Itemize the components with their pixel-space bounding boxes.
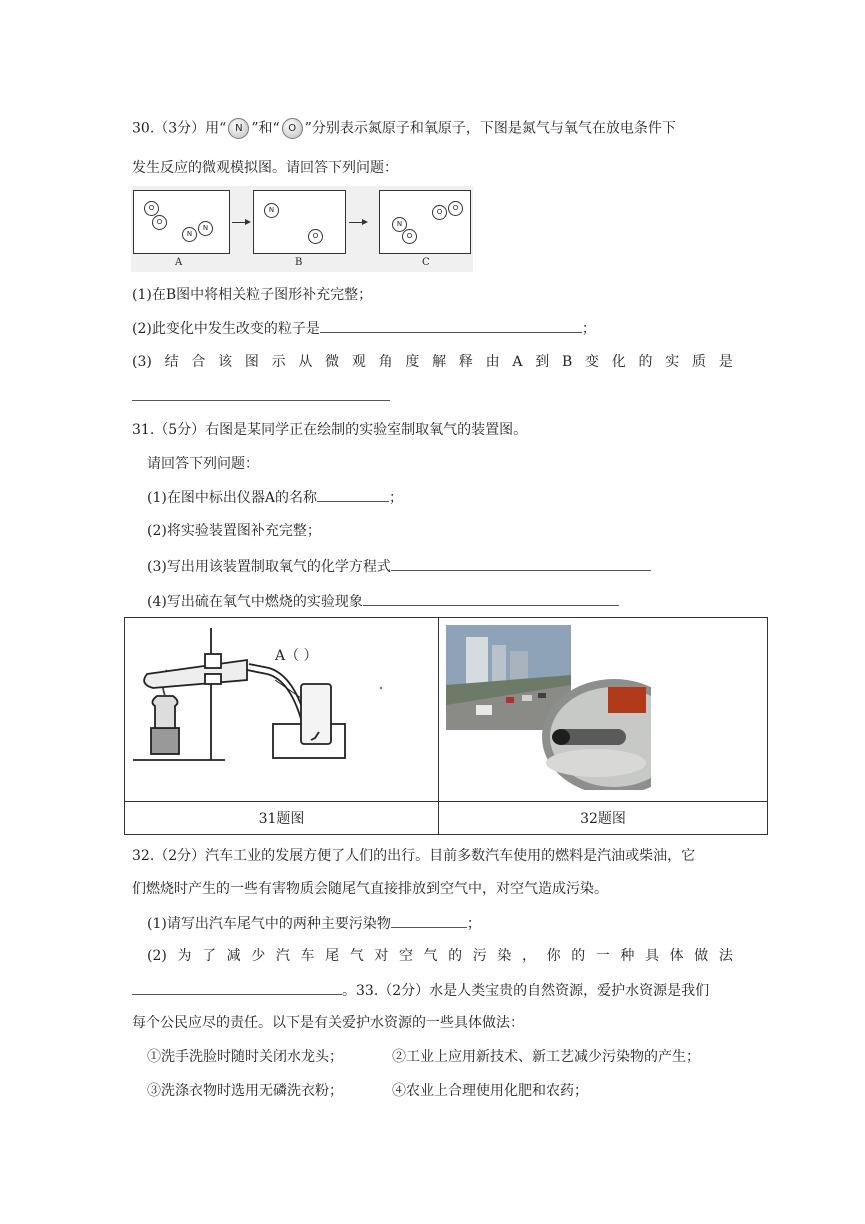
q32-line2: 们燃烧时产生的一些有害物质会随尾气直接排放到空气中，对空气造成污染。: [132, 881, 608, 897]
answer-blank: [391, 556, 651, 571]
arrow-head-icon: [245, 219, 251, 225]
q31-sub4: (4)写出硫在氧气中燃烧的实验现象: [147, 591, 619, 612]
figure-table: [124, 617, 768, 835]
traffic-exhaust-photo: [446, 625, 651, 790]
q31-sub1: (1)在图中标出仪器A的名称 ；: [147, 487, 403, 508]
oxygen-molecule-atom: O: [144, 201, 159, 216]
answer-blank: [391, 913, 467, 928]
apparatus-label-a: A（ ）: [275, 648, 318, 664]
answer-blank: [320, 318, 582, 333]
oxygen-atom: O: [308, 229, 323, 244]
q33-item-4: ④农业上合理使用化肥和农药；: [392, 1083, 588, 1099]
caption-31: 31题图: [125, 802, 439, 835]
oxygen-atom: O: [432, 205, 447, 220]
nitrogen-atom: N: [264, 203, 279, 218]
panel-label-c: C: [422, 257, 430, 268]
nitrogen-atom: N: [392, 217, 407, 232]
figure-32-cell: [439, 618, 768, 802]
oxygen-atom: O: [448, 201, 463, 216]
oxygen-atom: O: [402, 229, 417, 244]
answer-blank: [317, 487, 389, 502]
q33-item-2: ②工业上应用新技术、新工艺减少污染物的产生；: [392, 1049, 700, 1065]
q30-line2: 发生反应的微观模拟图。请回答下列问题：: [132, 160, 398, 176]
panel-a-box: [133, 190, 230, 254]
figure-31-cell: [125, 618, 439, 802]
panel-label-b: B: [295, 257, 303, 268]
answer-blank: [132, 386, 390, 401]
panel-b-box: [253, 190, 346, 254]
q31-title: 31.（5分）右图是某同学正在绘制的实验室制取氧气的装置图。: [132, 422, 528, 438]
molecular-diagram: [131, 186, 473, 272]
arrow-head-icon: [362, 219, 368, 225]
q30-sub2: (2)此变化中发生改变的粒子是 ；: [132, 318, 596, 339]
caption-32: 32题图: [439, 802, 768, 835]
q31-sub3: (3)写出用该装置制取氧气的化学方程式: [147, 556, 651, 577]
q33-line1: 。33.（2分）水是人类宝贵的自然资源，爱护水资源是我们: [132, 980, 709, 1001]
nitrogen-molecule-atom: N: [182, 227, 197, 242]
q30-sub3: (3) 结 合 该 图 示 从 微 观 角 度 解 释 由 A 到 B 变 化 的 实 质 是: [132, 354, 733, 370]
q33-item-1: ①洗手洗脸时随时关闭水龙头；: [147, 1049, 343, 1065]
nitrogen-atom-icon: N: [228, 118, 249, 139]
q31-sub2: (2)将实验装置图补充完整；: [147, 523, 321, 539]
answer-blank: [132, 980, 342, 995]
q32-sub1: (1)请写出汽车尾气中的两种主要污染物 ；: [147, 913, 481, 934]
oxygen-atom-icon: O: [282, 118, 303, 139]
panel-label-a: A: [175, 257, 183, 268]
nitrogen-molecule-atom: N: [198, 221, 213, 236]
answer-blank: [363, 591, 619, 606]
q31-intro: 请回答下列问题：: [147, 456, 259, 472]
panel-c-box: [379, 190, 471, 254]
q30-line1: 30.（3分）用“ N ”和“ O ”分别表示氮原子和氧原子，下图是氮气与氧气在放电条件下: [132, 118, 676, 139]
oxygen-molecule-atom: O: [152, 215, 167, 230]
q32-sub2: (2) 为 了 减 少 汽 车 尾 气 对 空 气 的 污 染 ， 你 的 一 种 具 体 做 法: [147, 948, 733, 964]
q30-sub1: (1)在B图中将相关粒子图形补充完整；: [132, 287, 373, 303]
photo-image-icon: [446, 625, 651, 790]
q32-line1: 32.（2分）汽车工业的发展方便了人们的出行。目前多数汽车使用的燃料是汽油或柴油，它: [132, 848, 696, 864]
q33-line2: 每个公民应尽的责任。以下是有关爱护水资源的一些具体做法：: [132, 1015, 524, 1031]
oxygen-apparatus-illustration: [125, 618, 438, 801]
q33-item-3: ③洗涤衣物时选用无磷洗衣粉；: [147, 1083, 343, 1099]
